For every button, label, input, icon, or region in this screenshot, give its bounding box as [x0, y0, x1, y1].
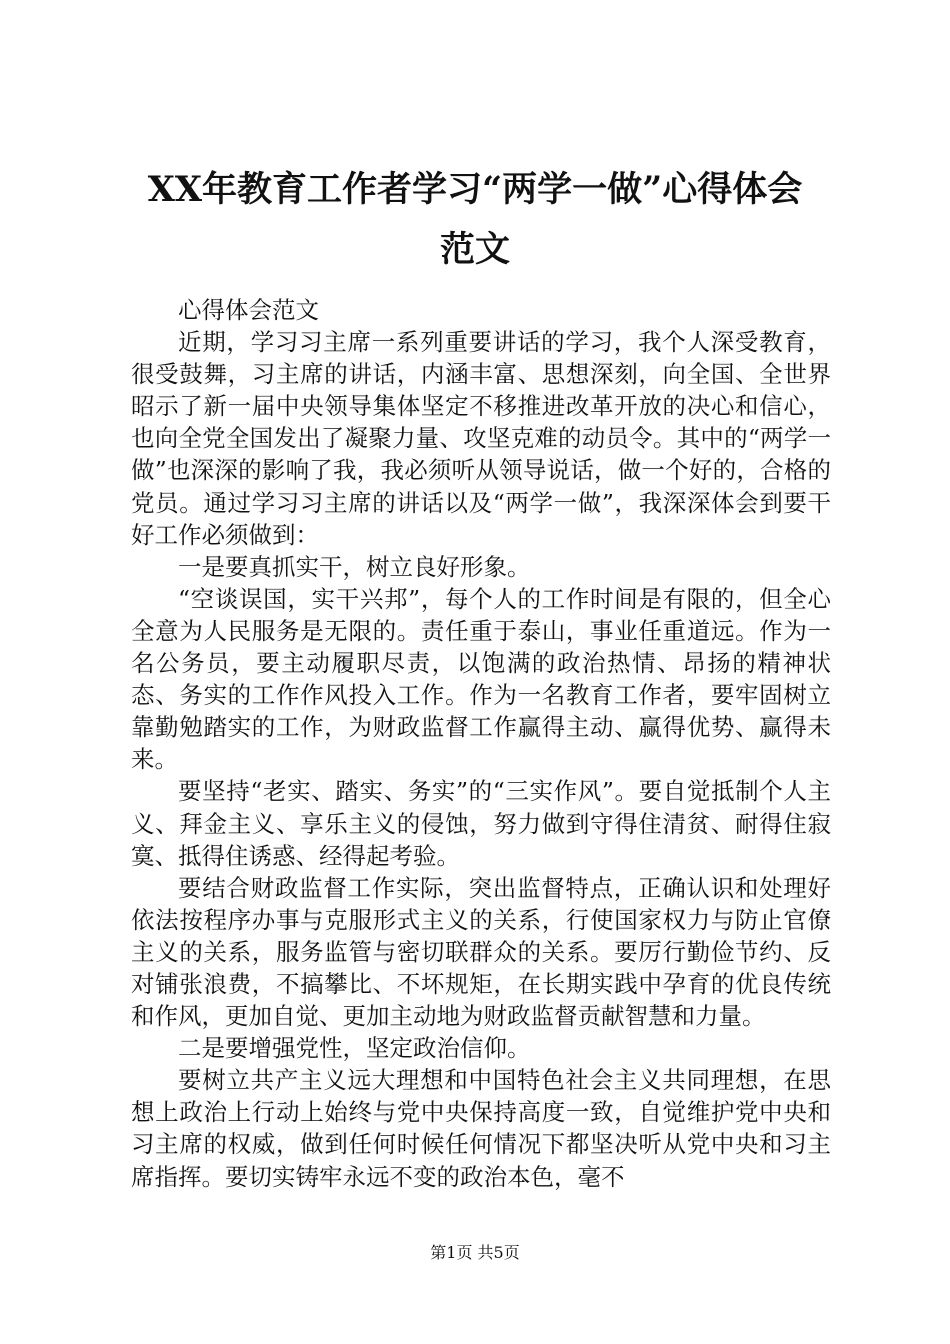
paragraph: 一是要真抓实干，树立良好形象。	[178, 552, 531, 581]
document-title	[120, 160, 830, 280]
document-body	[131, 294, 831, 1193]
paragraph: 要坚持“老实、踏实、务实”的“三实作风”。要自觉抵制个人主义、拜金主义、享乐主义的侵蚀，努力做到守得住清贫、耐得住寂寞、抵得住诱惑、经得起考验。	[131, 777, 831, 870]
paragraph: 要树立共产主义远大理想和中国特色社会主义共同理想，在思想上政治上行动上始终与党中央保持高度一致，自觉维护党中央和习主席的权威，做到任何时候任何情况下都坚决听从党中央和习主席指挥。要切实铸牢永远不变的政治本色，毫不	[131, 1066, 831, 1191]
title-line-2: 范文	[439, 229, 510, 270]
title-line-1: XX年教育工作者学习“两学一做”心得体会	[147, 169, 803, 210]
paragraph: 要结合财政监督工作实际，突出监督特点，正确认识和处理好依法按程序办事与克服形式主义的关系，行使国家权力与防止官僚主义的关系，服务监管与密切联群众的关系。要厉行勤俭节约、反对铺张浪费，不搞攀比、不坏规矩，在长期实践中孕育的优良传统和作风，更加自觉、更加主动地为财政监督贡献智慧和力量。	[131, 873, 831, 1031]
paragraph: 近期，学习习主席一系列重要讲话的学习，我个人深受教育，很受鼓舞，习主席的讲话，内涵丰富、思想深刻，向全国、全世界昭示了新一届中央领导集体坚定不移推进改革开放的决心和信心，也向全党全国发出了凝聚力量、攻坚克难的动员令。其中的“两学一做”也深深的影响了我，我必须听从领导说话，做一个好的，合格的党员。通过学习习主席的讲话以及“两学一做”，我深深体会到要干好工作必须做到：	[131, 328, 831, 549]
page-footer: 第1页 共5页	[430, 1243, 520, 1262]
paragraph: “空谈误国，实干兴邦”，每个人的工作时间是有限的，但全心全意为人民服务是无限的。责任重于泰山，事业任重道远。作为一名公务员，要主动履职尽责，以饱满的政治热情、昂扬的精神状态、务实的工作作风投入工作。作为一名教育工作者，要牢固树立靠勤勉踏实的工作，为财政监督工作赢得主动、赢得优势、赢得未来。	[131, 584, 831, 774]
paragraph: 心得体会范文	[178, 296, 319, 324]
paragraph: 二是要增强党性，坚定政治信仰。	[178, 1034, 531, 1063]
